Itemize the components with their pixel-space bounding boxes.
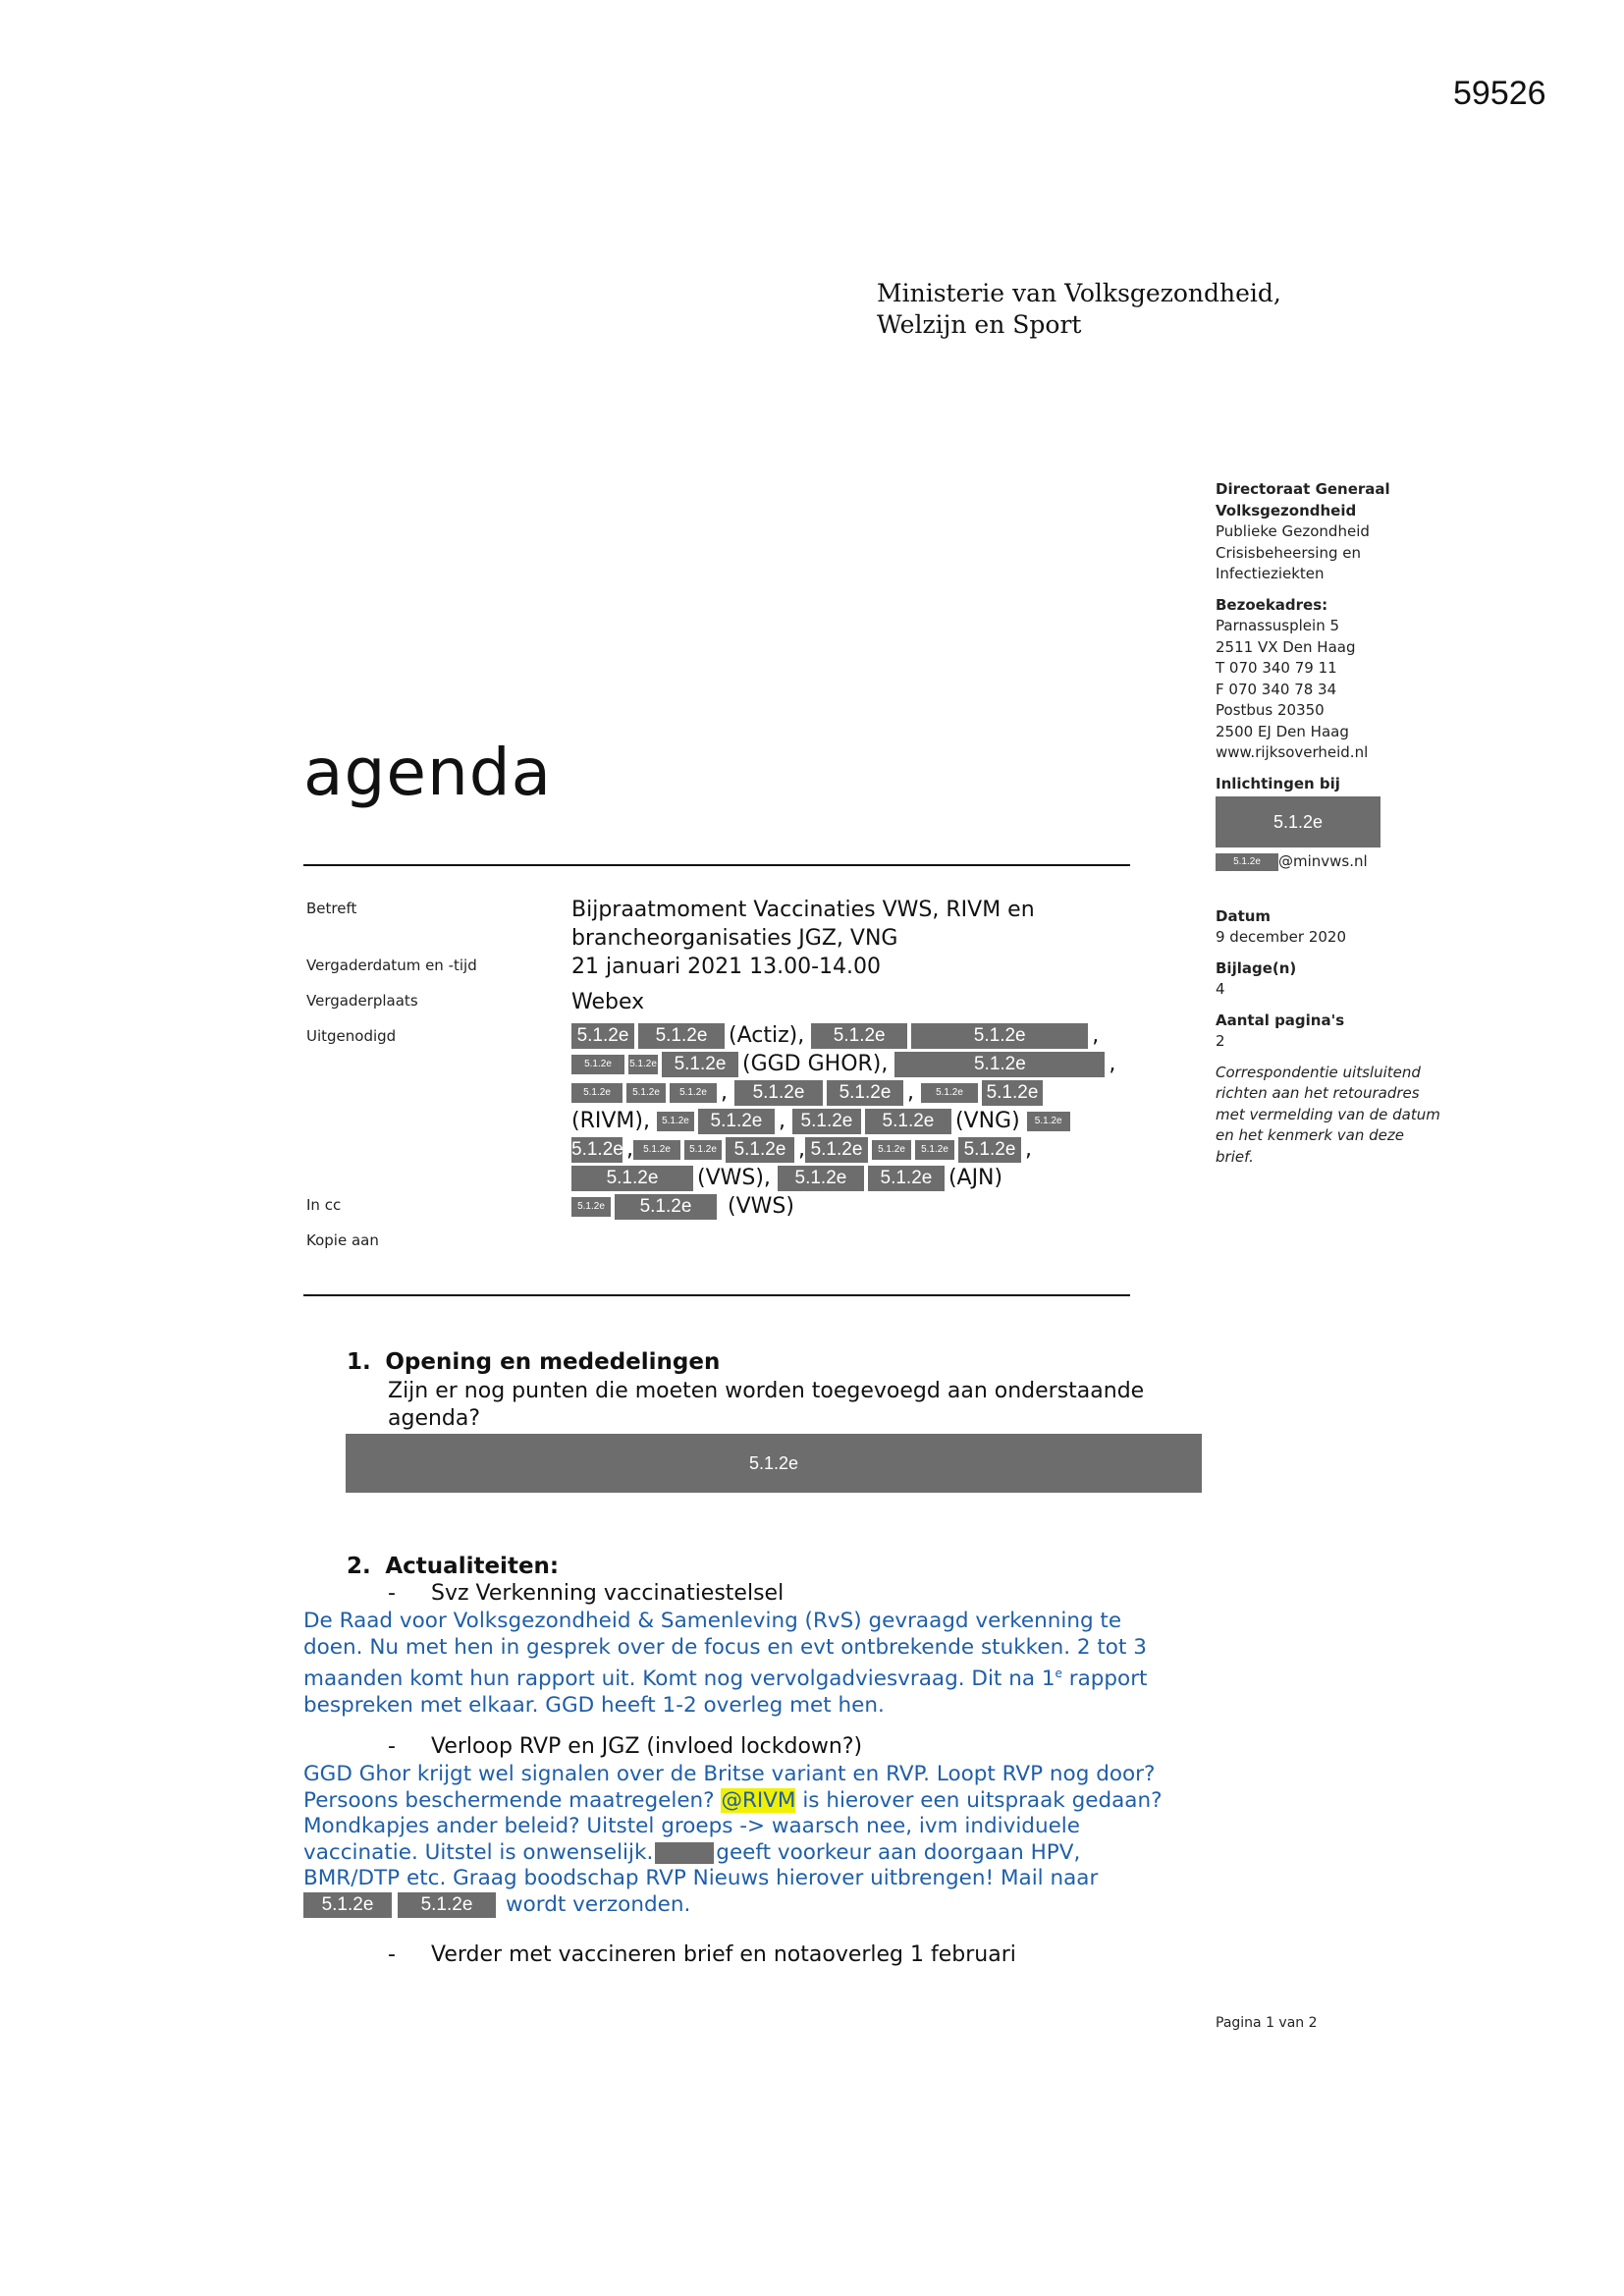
subject-line-1: Bijpraatmoment Vaccinaties VWS, RIVM en	[571, 898, 1035, 922]
subject-value	[571, 896, 1141, 953]
email-user-redacted: 5.1.2e	[1216, 853, 1278, 871]
comma: ,	[1092, 1023, 1100, 1048]
note-1-line-3-sup: e	[1055, 1667, 1062, 1680]
redacted-name: 5.1.2e	[911, 1023, 1088, 1049]
bullet-2-text: Verloop RVP en JGZ (invloed lockdown?)	[431, 1734, 863, 1759]
redacted-name: 5.1.2e	[982, 1080, 1043, 1106]
note-2-line-3: Mondkapjes ander beleid? Uitstel groeps -> waarsch nee, ivm individuele	[303, 1814, 1080, 1838]
document-title: agenda	[303, 735, 553, 810]
redacted-name: 5.1.2e	[865, 1109, 951, 1134]
redacted-name: 5.1.2e	[792, 1109, 861, 1134]
note-2-line-5: BMR/DTP etc. Graag boodschap RVP Nieuws hierover uitbrengen! Mail naar	[303, 1866, 1099, 1890]
bullet-dash: -	[388, 1734, 396, 1759]
document-number: 59526	[1453, 75, 1546, 112]
sender-info-sidebar	[1216, 479, 1510, 1168]
redacted-name: 5.1.2e	[915, 1140, 954, 1160]
bullet-1	[388, 1581, 784, 1606]
bullet-3	[388, 1942, 1016, 1967]
note-2-line-1: GGD Ghor krijgt wel signalen over de Britse variant en RVP. Loopt RVP nog door?	[303, 1762, 1156, 1786]
section-1-redacted-block: 5.1.2e	[346, 1434, 1202, 1493]
website: www.rijksoverheid.nl	[1216, 743, 1369, 761]
redacted-name: 5.1.2e	[698, 1109, 775, 1134]
info-contact-redacted: 5.1.2e	[1216, 796, 1380, 847]
info-label: Inlichtingen bij	[1216, 774, 1340, 793]
redacted-name: 5.1.2e	[571, 1166, 693, 1191]
org-rivm: (RIVM),	[571, 1109, 650, 1133]
note-2-line-2a: Persoons beschermende maatregelen?	[303, 1787, 722, 1813]
ministry-line-1: Ministerie van Volksgezondheid,	[877, 279, 1281, 307]
meeting-date-value: 21 januari 2021 13.00-14.00	[571, 955, 881, 979]
bullet-1-text: Svz Verkenning vaccinatiestelsel	[431, 1581, 785, 1606]
visit-address-label: Bezoekadres:	[1216, 595, 1328, 614]
note-line-1: Correspondentie uitsluitend	[1216, 1063, 1421, 1081]
section-2-title: Actualiteiten:	[385, 1554, 560, 1579]
note-2-line-4b: geeft voorkeur aan doorgaan HPV,	[716, 1839, 1081, 1865]
dept-line-1: Publieke Gezondheid	[1216, 522, 1370, 540]
section-1-line-1: Zijn er nog punten die moeten worden toegevoegd aan onderstaande	[388, 1379, 1145, 1403]
redacted-name: 5.1.2e	[805, 1137, 868, 1163]
redacted-name: 5.1.2e	[872, 1140, 911, 1160]
bullet-dash: -	[388, 1581, 396, 1606]
fax: F 070 340 78 34	[1216, 680, 1337, 698]
section-1-line-2: agenda?	[388, 1406, 481, 1431]
redacted-name: 5.1.2e	[811, 1023, 907, 1049]
dg-line-2: Volksgezondheid	[1216, 501, 1357, 519]
subject-label: Betreft	[306, 900, 357, 917]
invited-list	[571, 1021, 1121, 1221]
redacted-name: 5.1.2e	[571, 1083, 623, 1103]
note-1-line-3b: rapport	[1061, 1667, 1148, 1692]
comma: ,	[1025, 1137, 1032, 1162]
postcode: 2500 EJ Den Haag	[1216, 722, 1349, 740]
org-ajn: (AJN)	[947, 1166, 1003, 1190]
page-footer: Pagina 1 van 2	[1216, 2015, 1318, 2031]
redacted-name: 5.1.2e	[726, 1137, 794, 1163]
redacted-name: 5.1.2e	[571, 1023, 634, 1049]
dept-line-3: Infectieziekten	[1216, 565, 1325, 582]
redacted-name: 5.1.2e	[571, 1055, 624, 1074]
org-ggd-ghor: (GGD GHOR),	[742, 1052, 889, 1076]
note-1	[303, 1609, 1207, 1719]
date-label: Datum	[1216, 906, 1272, 925]
note-1-line-1: De Raad voor Volksgezondheid & Samenleving (RvS) gevraagd verkenning te	[303, 1609, 1122, 1633]
redacted-name: 5.1.2e	[894, 1052, 1105, 1077]
bottom-divider	[303, 1294, 1130, 1296]
note-2-line-4a: vaccinatie. Uitstel is onwenselijk.	[303, 1839, 654, 1865]
redacted-name: 5.1.2e	[628, 1055, 658, 1074]
org-actiz: (Actiz),	[729, 1023, 805, 1048]
comma: ,	[626, 1137, 633, 1162]
comma: ,	[798, 1137, 805, 1162]
redacted-name: 5.1.2e	[626, 1083, 666, 1103]
invited-label: Uitgenodigd	[306, 1027, 397, 1045]
note-line-4: en het kenmerk van deze	[1216, 1126, 1404, 1144]
note-line-2: richten aan het retouradres	[1216, 1084, 1420, 1102]
address-line-1: Parnassusplein 5	[1216, 617, 1340, 634]
ministry-name	[877, 278, 1281, 341]
note-1-line-4: bespreken met elkaar. GGD heeft 1-2 overleg met hen.	[303, 1692, 885, 1718]
section-1-number: 1.	[347, 1349, 371, 1375]
bullet-3-text: Verder met vaccineren brief en notaoverleg 1 februari	[431, 1942, 1016, 1967]
attachments-value: 4	[1216, 980, 1225, 998]
note-2-line-6b: wordt verzonden.	[506, 1891, 691, 1917]
rivm-mention-highlight: @RIVM	[721, 1787, 796, 1813]
comma: ,	[1109, 1052, 1116, 1076]
cc-label: In cc	[306, 1196, 342, 1214]
redacted-name: 5.1.2e	[571, 1197, 611, 1217]
redacted-name: 5.1.2e	[633, 1140, 680, 1160]
redacted-name: 5.1.2e	[921, 1083, 978, 1103]
note-line-5: brief.	[1216, 1147, 1254, 1166]
comma: ,	[778, 1109, 785, 1133]
redacted-name: 5.1.2e	[778, 1166, 864, 1191]
redacted-name: 5.1.2e	[638, 1023, 725, 1049]
note-2-line-2b: is hierover een uitspraak gedaan?	[795, 1787, 1163, 1813]
note-1-line-2: doen. Nu met hen in gesprek over de focus en evt ontbrekende stukken. 2 tot 3	[303, 1634, 1147, 1660]
redacted-name: 5.1.2e	[662, 1052, 738, 1077]
dept-line-2: Crisisbeheersing en	[1216, 543, 1362, 562]
meeting-place-label: Vergaderplaats	[306, 992, 418, 1010]
section-2-heading	[347, 1554, 559, 1579]
redacted-name: 5.1.2e	[615, 1194, 717, 1220]
redacted-name: 5.1.2e	[958, 1137, 1021, 1163]
pages-label: Aantal pagina's	[1216, 1011, 1345, 1029]
redacted-name: 5.1.2e	[657, 1112, 694, 1131]
section-1-title: Opening en mededelingen	[385, 1349, 721, 1375]
section-2-number: 2.	[347, 1554, 371, 1579]
redacted-name: 5.1.2e	[571, 1137, 623, 1163]
top-divider	[303, 864, 1130, 866]
dg-line-1: Directoraat Generaal	[1216, 480, 1390, 498]
ministry-line-2: Welzijn en Sport	[877, 310, 1082, 339]
copy-label: Kopie aan	[306, 1231, 379, 1249]
redacted-name: 5.1.2e	[868, 1166, 945, 1191]
redacted-name: 5.1.2e	[670, 1083, 717, 1103]
bullet-dash: -	[388, 1942, 396, 1967]
note-1-line-3a: maanden komt hun rapport uit. Komt nog vervolgadviesvraag. Dit na 1	[303, 1667, 1056, 1692]
pages-value: 2	[1216, 1032, 1225, 1050]
email-domain: @minvws.nl	[1278, 852, 1368, 870]
date-value: 9 december 2020	[1216, 928, 1347, 946]
note-2	[303, 1762, 1207, 1918]
meeting-place-value: Webex	[571, 990, 645, 1014]
redacted-name: 5.1.2e	[1027, 1112, 1070, 1131]
redacted-name-inline	[655, 1842, 714, 1864]
section-1-text	[388, 1378, 1154, 1433]
phone: T 070 340 79 11	[1216, 659, 1337, 677]
comma: ,	[721, 1080, 728, 1105]
note-line-3: met vermelding van de datum	[1216, 1105, 1440, 1123]
bullet-2	[388, 1734, 862, 1759]
org-vws: (VWS),	[697, 1166, 771, 1190]
redacted-name: 5.1.2e	[734, 1080, 823, 1106]
subject-line-2: brancheorganisaties JGZ, VNG	[571, 926, 898, 951]
redacted-name: 5.1.2e	[303, 1892, 392, 1918]
redacted-name: 5.1.2e	[827, 1080, 903, 1106]
comma: ,	[907, 1080, 914, 1105]
postbus: Postbus 20350	[1216, 701, 1325, 719]
org-vws-cc: (VWS)	[728, 1194, 794, 1219]
attachments-label: Bijlage(n)	[1216, 958, 1297, 977]
address-line-2: 2511 VX Den Haag	[1216, 637, 1356, 656]
section-1-heading	[347, 1349, 720, 1375]
redacted-name: 5.1.2e	[684, 1140, 722, 1160]
org-vng: (VNG)	[954, 1109, 1020, 1133]
meeting-date-label: Vergaderdatum en -tijd	[306, 957, 477, 974]
redacted-name: 5.1.2e	[398, 1892, 496, 1918]
